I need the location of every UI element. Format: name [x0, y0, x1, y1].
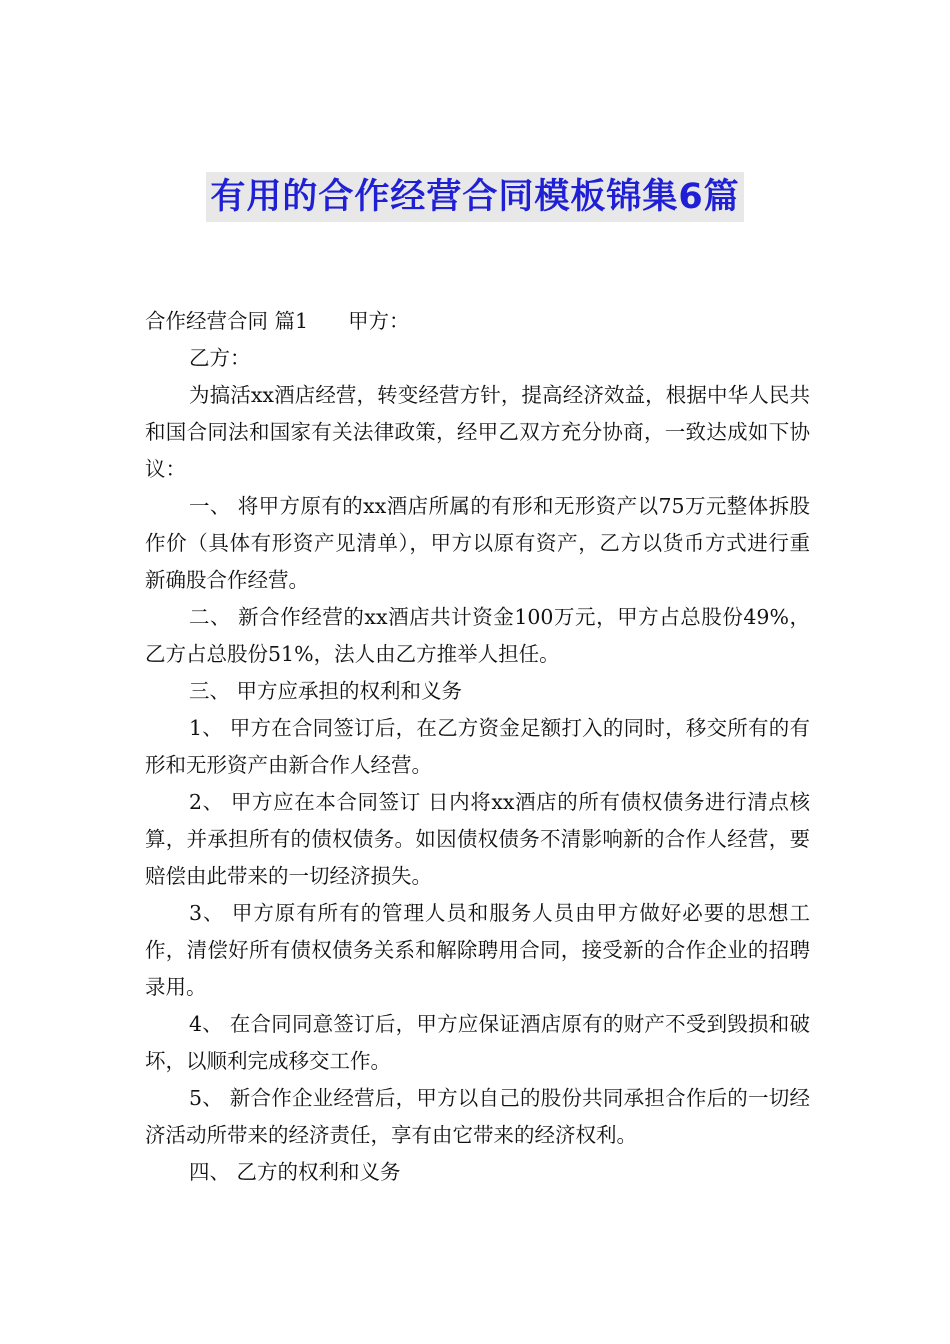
party-b-label: 乙方： — [189, 346, 251, 370]
paragraph: 1、 甲方在合同签订后，在乙方资金足额打入的同时，移交所有的有形和无形资产由新合作人经营。 — [145, 716, 810, 777]
section-heading: 合作经营合同 篇1 — [145, 309, 309, 333]
paragraph: 4、 在合同同意签订后，甲方应保证酒店原有的财产不受到毁损和破坏，以顺利完成移交工作。 — [145, 1012, 810, 1073]
paragraph: 为搞活xx酒店经营，转变经营方针，提高经济效益，根据中华人民共和国合同法和国家有关法律政策，经甲乙双方充分协商，一致达成如下协议： — [145, 383, 810, 481]
section-heading-line — [145, 303, 810, 340]
paragraph: 四、 乙方的权利和义务 — [189, 1160, 401, 1184]
document-title: 有用的合作经营合同模板锦集6篇 — [206, 172, 743, 222]
paragraph: 5、 新合作企业经营后，甲方以自己的股份共同承担合作后的一切经济活动所带来的经济责任，享有由它带来的经济权利。 — [145, 1086, 810, 1147]
paragraph: 三、 甲方应承担的权利和义务 — [189, 679, 463, 703]
document-body — [145, 303, 810, 1191]
paragraph: 一、 将甲方原有的xx酒店所属的有形和无形资产以75万元整体拆股作价（具体有形资产见清单），甲方以原有资产，乙方以货币方式进行重新确股合作经营。 — [145, 494, 810, 592]
paragraph: 2、 甲方应在本合同签订 日内将xx酒店的所有债权债务进行清点核算，并承担所有的债权债务。如因债权债务不清影响新的合作人经营，要赔偿由此带来的一切经济损失。 — [145, 790, 810, 888]
paragraph: 二、 新合作经营的xx酒店共计资金100万元，甲方占总股份49%，乙方占总股份51%，法人由乙方推举人担任。 — [145, 605, 810, 666]
title-container — [0, 172, 950, 222]
party-a-label: 甲方： — [348, 309, 410, 333]
paragraph: 3、 甲方原有所有的管理人员和服务人员由甲方做好必要的思想工作，清偿好所有债权债务关系和解除聘用合同，接受新的合作企业的招聘录用。 — [145, 901, 810, 999]
